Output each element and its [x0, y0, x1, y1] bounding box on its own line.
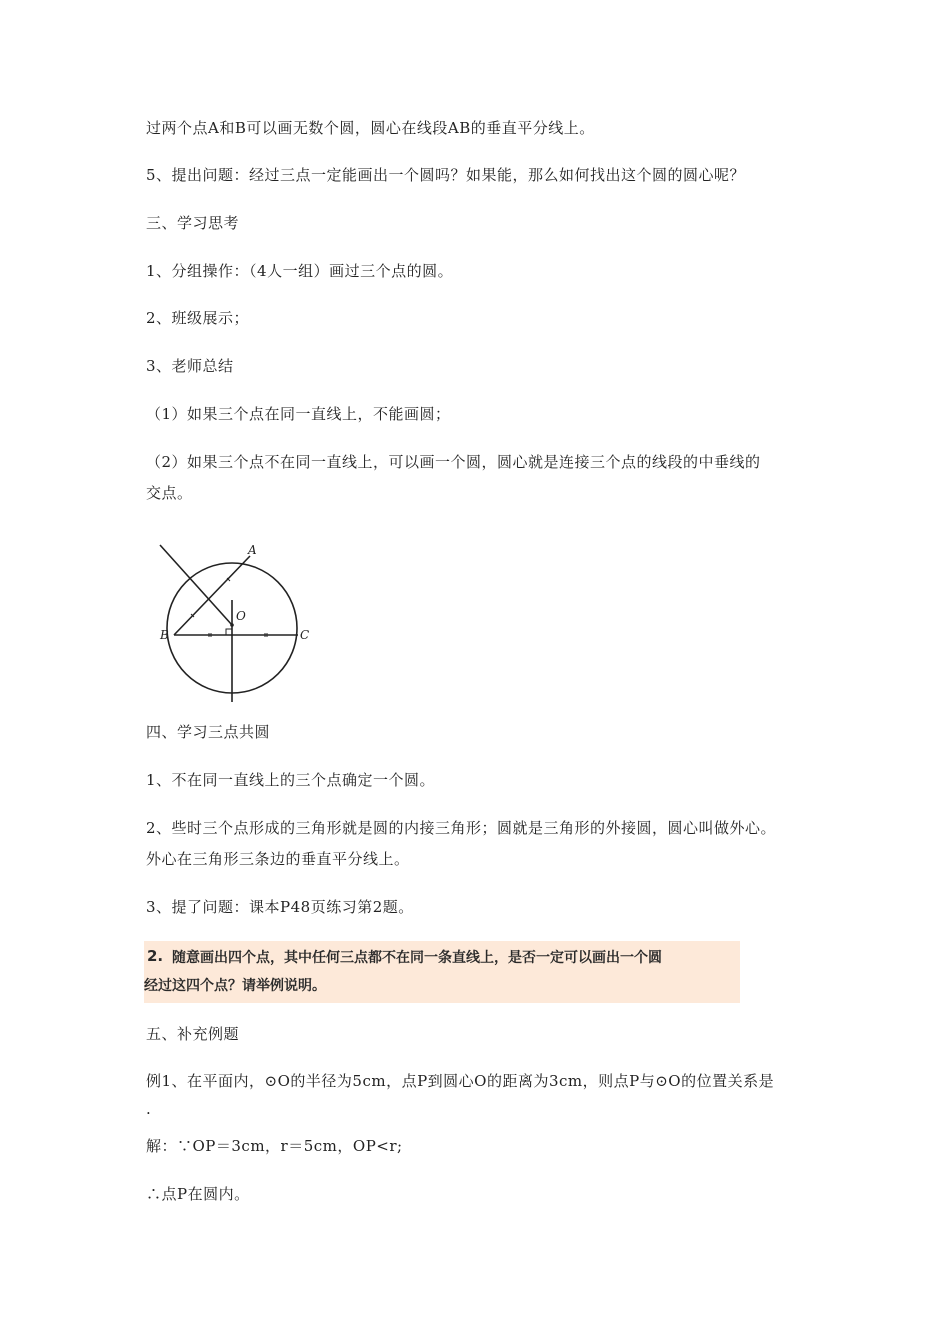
line-6: （1）如果三个点在同一直线上，不能画圆； — [146, 405, 451, 423]
exercise-text-line-2: 经过这四个点？请举例说明。 — [144, 978, 326, 994]
section-heading-4: 四、学习三点共圆 — [146, 723, 271, 741]
circumcircle-figure — [152, 538, 322, 708]
section-heading-5: 五、补充例题 — [146, 1025, 240, 1043]
line-13: ∴点P在圆内。 — [146, 1185, 250, 1203]
line-11: 例1、在平面内，⊙O的半径为5cm，点P到圆心O的距离为3cm，则点P与⊙O的位置关系是 — [146, 1072, 775, 1090]
line-12: 解：∵OP＝3cm，r＝5cm，OP<r; — [146, 1137, 403, 1155]
exercise-text-line-1: 随意画出四个点，其中任何三点都不在同一条直线上，是否一定可以画出一个圆 — [172, 950, 662, 966]
exercise-number: 2. — [147, 947, 164, 965]
line-10: 3、提了问题：课本P48页练习第2题。 — [146, 898, 414, 916]
chord-ba — [174, 556, 250, 635]
line-2: 5、提出问题：经过三点一定能画出一个圆吗？如果能，那么如何找出这个圆的圆心呢？ — [146, 166, 746, 184]
center-point — [230, 623, 234, 627]
label-o: O — [236, 609, 246, 623]
right-angle-mark — [226, 629, 232, 635]
section-heading-3: 三、学习思考 — [146, 214, 240, 232]
line-9: 2、些时三个点形成的三角形就是圆的内接三角形；圆就是三角形的外接圆，圆心叫做外心。 — [146, 819, 777, 837]
line-3: 1、分组操作：（4人一组）画过三个点的圆。 — [146, 262, 454, 280]
line-8: 1、不在同一直线上的三个点确定一个圆。 — [146, 771, 436, 789]
line-7-continued: 交点。 — [146, 484, 193, 502]
line-1: 过两个点A和B可以画无数个圆，圆心在线段AB的垂直平分线上。 — [146, 119, 595, 137]
line-9-continued: 外心在三角形三条边的垂直平分线上。 — [146, 850, 410, 868]
line-4: 2、班级展示； — [146, 309, 250, 327]
line-5: 3、老师总结 — [146, 357, 234, 375]
line-7: （2）如果三个点不在同一直线上，可以画一个圆，圆心就是连接三个点的线段的中垂线的 — [146, 453, 761, 471]
label-b: B — [160, 628, 169, 642]
label-c: C — [300, 628, 310, 642]
line-11-continued: . — [146, 1100, 152, 1118]
textbook-exercise-box — [144, 941, 740, 1003]
label-a: A — [248, 543, 257, 557]
